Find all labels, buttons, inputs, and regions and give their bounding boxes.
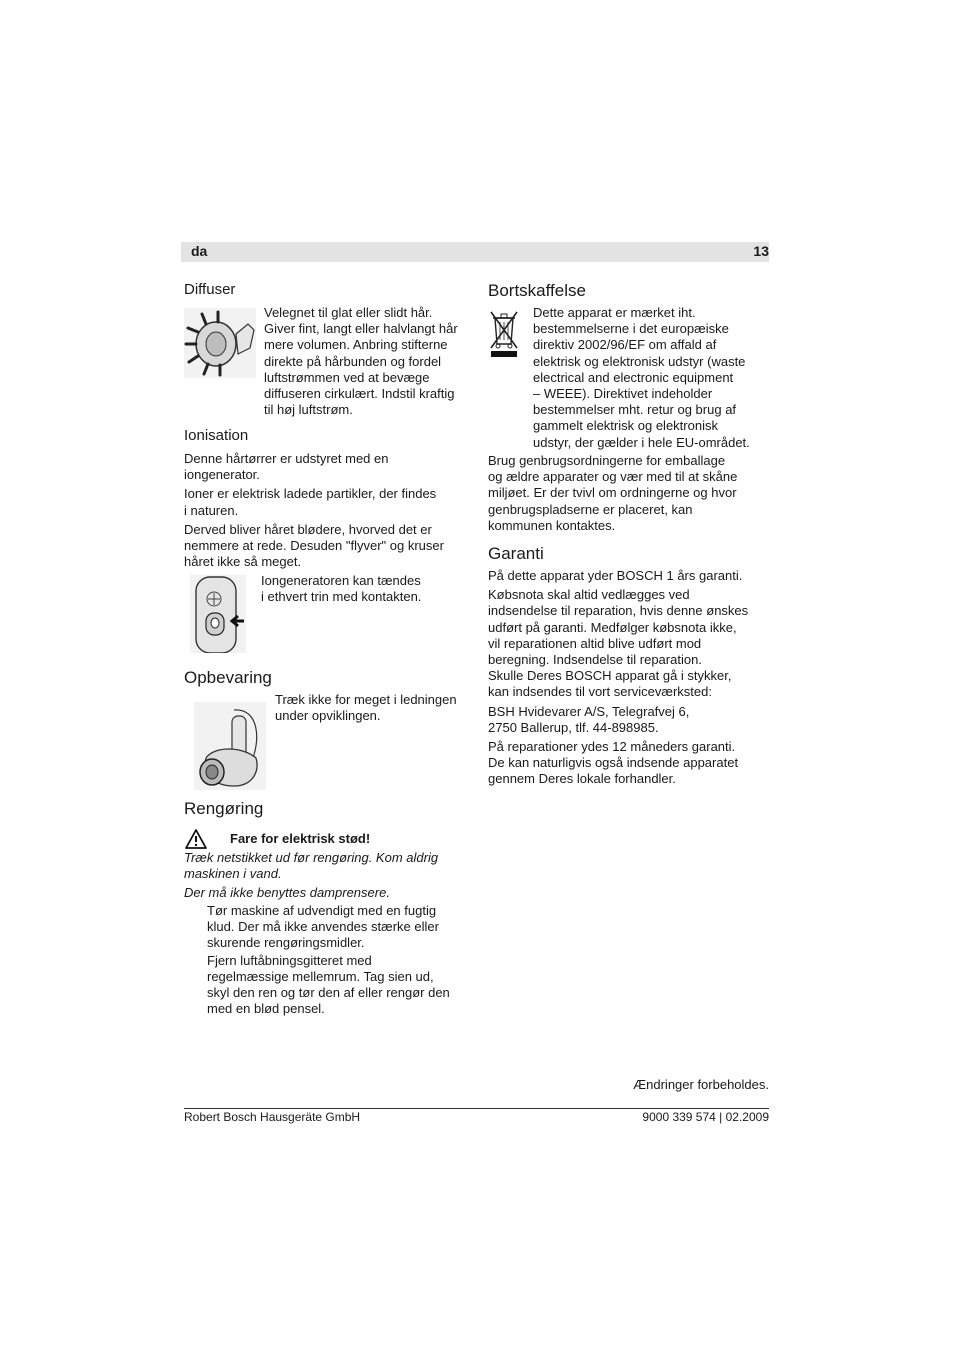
bortskaffelse-line: elektrisk og elektronisk udstyr (waste [533,353,746,369]
weee-bin-icon [488,308,520,360]
ion-switch-line: Iongeneratoren kan tændes [261,573,421,588]
ionisation-line: Derved bliver håret blødere, hvorved det er [184,521,432,537]
diffuser-illustration [184,308,256,378]
diffuser-line: direkte på hårbunden og fordel [264,353,442,369]
ion-switch-text [261,573,471,605]
rengoring-items [207,903,472,1017]
diffuser-line: til høj luftstrøm. [264,402,353,418]
garanti-line: indsendelse til reparation, hvis denne ønskes [488,603,749,619]
bortskaffelse-para-line: kommunen kontaktes. [488,517,616,533]
hairdryer-cord-icon [194,702,266,790]
garanti-line: udført på garanti. Medfølger købsnota ikke, [488,619,737,635]
rengoring-item-line: skurende rengøringsmidler. [207,935,365,951]
ion-switch-illustration [190,575,246,653]
bortskaffelse-line: gammelt elektrisk og elektronisk [533,418,718,434]
garanti-line: beregning. Indsendelse til reparation. [488,652,702,668]
bortskaffelse-heading: Bortskaffelse [488,281,586,300]
rengoring-item-line: med en blød pensel. [207,1001,325,1017]
garanti-line: vil reparationen altid blive udført mod [488,635,702,651]
bortskaffelse-line: bestemmelser mht. retur og brug af [533,402,737,418]
bortskaffelse-line: udstyr, der gælder i hele EU-området. [533,434,750,450]
ion-switch-line: i ethvert trin med kontakten. [261,589,422,605]
garanti-line: Købsnota skal altid vedlægges ved [488,587,690,603]
garanti-heading: Garanti [488,544,544,563]
diffuser-line: Velegnet til glat eller slidt hår. [264,305,433,320]
garanti-line: På reparationer ydes 12 måneders garanti. [488,739,736,755]
garanti-line: Skulle Deres BOSCH apparat gå i stykker, [488,668,732,684]
garanti-line: 2750 Ballerup, tlf. 44-898985. [488,719,659,735]
rengoring-item-line: skyl den ren og tør den af eller rengør den [207,985,450,1001]
ionisation-line: Ioner er elektrisk ladede partikler, der findes [184,486,437,502]
diffuser-line: diffuseren cirkulært. Indstil kraftig [264,386,455,402]
page-number: 13 [753,243,769,259]
rengoring-item-line: Tør maskine af udvendigt med en fugtig [207,903,437,918]
ion-switch-icon [190,575,246,653]
diffuser-heading: Diffuser [184,281,236,298]
ionisation-line: håret ikke så meget. [184,554,302,570]
ionisation-text [184,451,469,570]
bortskaffelse-paragraph [488,453,769,534]
diffuser-line: Giver fint, langt eller halvlangt hår [264,321,458,337]
warning-icon [184,828,208,850]
warning-text: Fare for elektrisk stød! [230,831,371,846]
garanti-line: gennem Deres lokale forhandler. [488,771,676,787]
footer-company: Robert Bosch Hausgeräte GmbH [184,1110,361,1124]
rengoring-heading: Rengøring [184,799,264,818]
language-code: da [191,243,208,259]
bortskaffelse-line: electrical and electronic equipment [533,369,734,385]
bortskaffelse-para-line: Brug genbrugsordningerne for emballage [488,453,726,468]
bortskaffelse-line: Dette apparat er mærket iht. [533,305,696,320]
ionisation-line: i naturen. [184,502,239,518]
ionisation-line: iongenerator. [184,467,260,483]
bortskaffelse-para-line: og ældre apparater og vær med til at skåne [488,469,738,485]
rengoring-italic-line: maskinen i vand. [184,866,282,882]
diffuser-line: luftstrømmen ved at bevæge [264,369,430,385]
garanti-line: kan indsendes til vort serviceværksted: [488,684,712,700]
bortskaffelse-para-line: genbrugspladserne er placeret, kan [488,501,693,517]
bortskaffelse-text [533,305,769,451]
garanti-text [488,568,769,788]
rengoring-italic [184,850,469,902]
ionisation-line: nemmere at rede. Desuden "flyver" og kruser [184,538,444,554]
opbevaring-line: under opviklingen. [275,708,381,724]
rengoring-item-line: regelmæssige mellemrum. Tag sien ud, [207,968,434,984]
garanti-line: De kan naturligvis også indsende apparatet [488,755,739,771]
diffuser-line: mere volumen. Anbring stifterne [264,337,448,353]
diffuser-text [264,305,469,418]
bortskaffelse-line: bestemmelserne i det europæiske [533,321,729,337]
opbevaring-line: Træk ikke for meget i ledningen [275,692,457,707]
rengoring-item-line: klud. Der må ikke anvendes stærke eller [207,919,439,935]
footer-doc-id: 9000 339 574 | 02.2009 [642,1110,769,1124]
bortskaffelse-para-line: miljøet. Er der tvivl om ordningerne og hvor [488,485,737,501]
garanti-line: BSH Hvidevarer A/S, Telegrafvej 6, [488,703,690,719]
rengoring-item-line: Fjern luftåbningsgitteret med [207,952,372,968]
storage-illustration [194,702,266,790]
ionisation-line: Denne hårtørrer er udstyret med en [184,451,389,466]
footer-rule [184,1108,769,1109]
opbevaring-text [275,692,470,724]
opbevaring-heading: Opbevaring [184,668,272,687]
rengoring-italic-line: Træk netstikket ud før rengøring. Kom aldrig [184,850,439,865]
bortskaffelse-line: – WEEE). Direktivet indeholder [533,386,713,402]
header-bar [181,242,769,262]
bortskaffelse-line: direktiv 2002/96/EF om affald af [533,337,717,353]
garanti-line: På dette apparat yder BOSCH 1 års garanti. [488,568,743,583]
changes-notice: Ændringer forbeholdes. [633,1077,769,1092]
ionisation-heading: Ionisation [184,427,249,444]
diffuser-icon [184,308,256,378]
rengoring-italic-line: Der må ikke benyttes damprensere. [184,885,390,901]
